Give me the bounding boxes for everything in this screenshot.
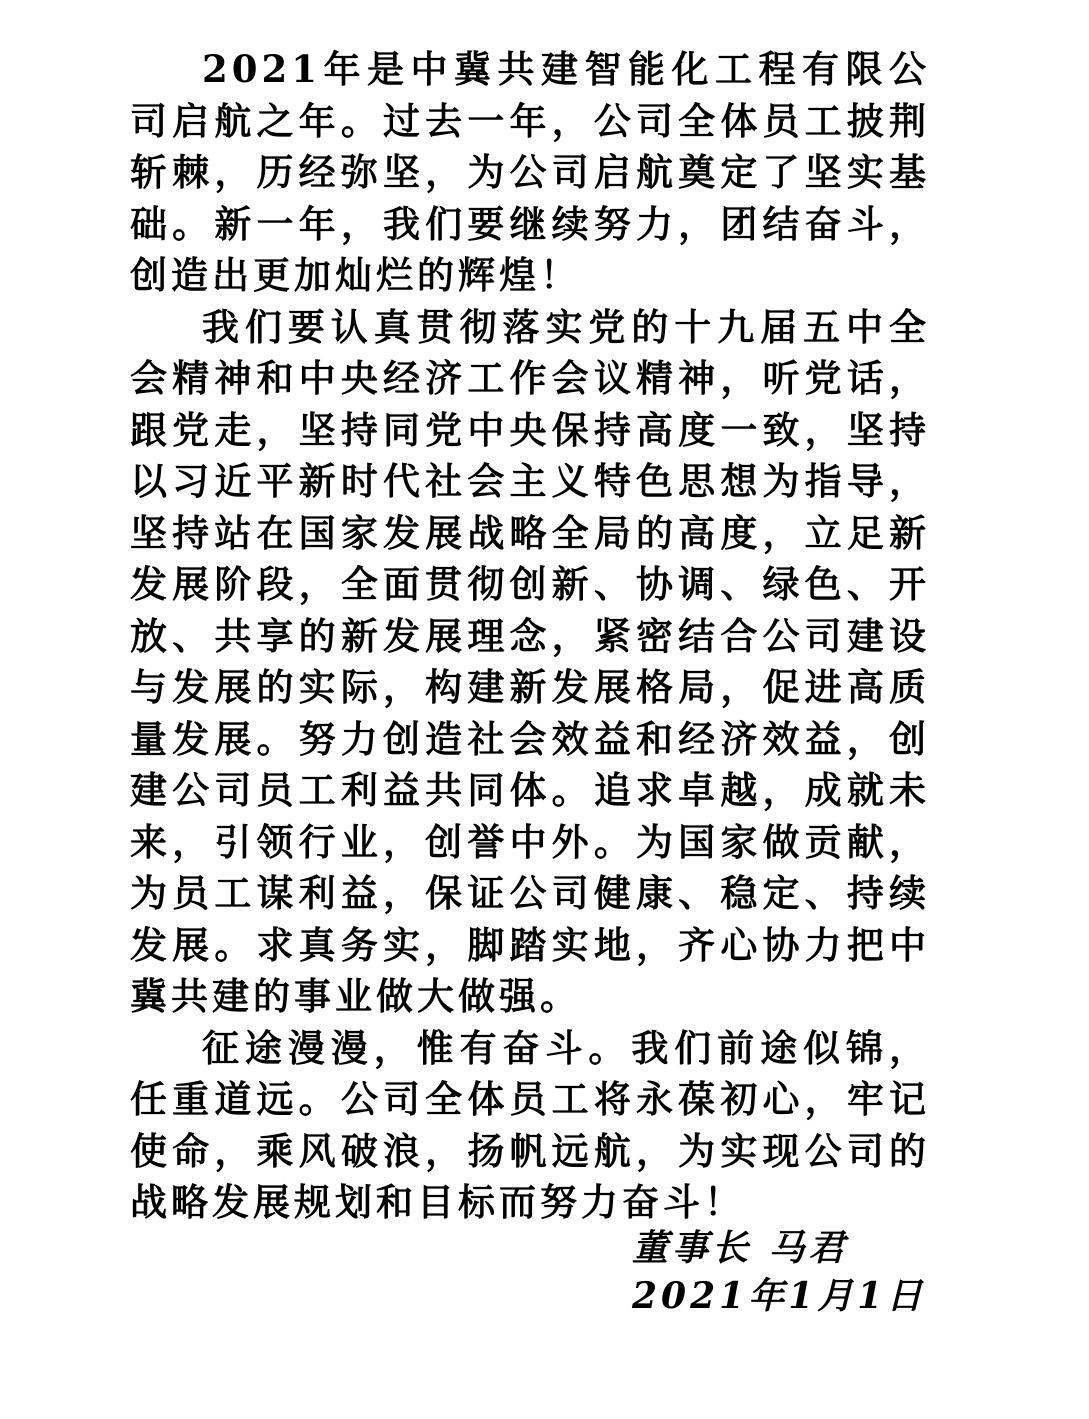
signature-date: 2021年1月1日: [632, 1275, 927, 1317]
signature-block: [632, 1224, 932, 1320]
signer-name: 董事长 马君: [632, 1227, 849, 1269]
letter-body: [130, 44, 930, 1229]
paragraph-3: 征途漫漫，惟有奋斗。我们前途似锦，任重道远。公司全体员工将永葆初心，牢记使命，乘风破浪，扬帆远航，为实现公司的战略发展规划和目标而努力奋斗！: [130, 1025, 930, 1224]
paragraph-2: 我们要认真贯彻落实党的十九届五中全会精神和中央经济工作会议精神，听党话，跟党走，坚持同党中央保持高度一致，坚持以习近平新时代社会主义特色思想为指导，坚持站在国家发展战略全局的高度，立足新发展阶段，全面贯彻创新、协调、绿色、开放、共享的新发展理念，紧密结合公司建设与发展的实际，构建新发展格局，促进高质量发展。努力创造社会效益和经济效益，创建公司员工利益共同体。追求卓越，成就未来，引领行业，创誉中外。为国家做贡献，为员工谋利益，保证公司健康、稳定、持续发展。求真务实，脚踏实地，齐心协力把中冀共建的事业做大做强。: [130, 304, 930, 1018]
paragraph-1: 2021年是中冀共建智能化工程有限公司启航之年。过去一年，公司全体员工披荆斩棘，历经弥坚，为公司启航奠定了坚实基础。新一年，我们要继续努力，团结奋斗，创造出更加灿烂的辉煌！: [130, 47, 930, 297]
